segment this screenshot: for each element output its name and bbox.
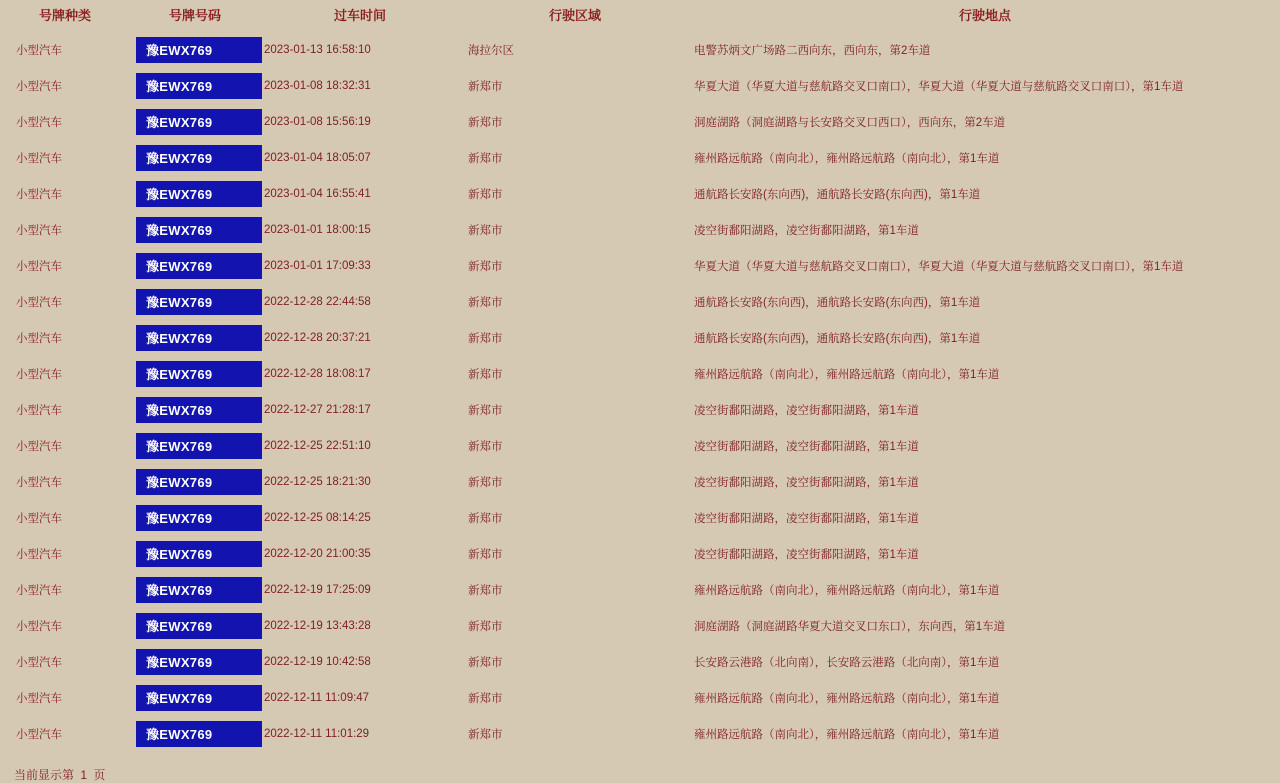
cell-location: 雍州路远航路（南向北），雍州路远航路（南向北），第1车道 [694,693,1000,705]
cell-plate-type: 小型汽车 [16,513,62,525]
cell-plate-type: 小型汽车 [16,189,62,201]
cell-plate-number [130,392,260,428]
table-row[interactable] [0,608,1280,644]
cell-pass-time: 2022-12-20 21:00:35 [264,548,371,560]
table-row[interactable] [0,284,1280,320]
cell-area: 新郑市 [468,729,503,741]
cell-plate-type: 小型汽车 [16,549,62,561]
cell-plate-number [130,320,260,356]
column-header-plate-number: 号牌号码 [168,8,221,23]
cell-area: 新郑市 [468,153,503,165]
cell-plate-type: 小型汽车 [16,333,62,345]
table-row[interactable] [0,428,1280,464]
cell-pass-time: 2022-12-11 11:01:29 [264,728,370,740]
table-row[interactable] [0,104,1280,140]
column-header-area: 行驶区域 [548,8,601,23]
cell-plate-type: 小型汽车 [16,657,62,669]
pagination-suffix-label: 页 [93,768,106,782]
cell-area: 新郑市 [468,81,503,93]
cell-location: 雍州路远航路（南向北），雍州路远航路（南向北），第1车道 [694,585,1000,597]
cell-area: 新郑市 [468,189,503,201]
plate-number-badge[interactable]: 豫EWX769 [136,325,262,351]
cell-location: 雍州路远航路（南向北），雍州路远航路（南向北），第1车道 [694,153,1000,165]
cell-pass-time: 2022-12-28 20:37:21 [264,332,371,344]
cell-area: 新郑市 [468,261,503,273]
plate-number-badge[interactable]: 豫EWX769 [136,181,262,207]
cell-plate-type: 小型汽车 [16,477,62,489]
table-row[interactable] [0,500,1280,536]
plate-number-badge[interactable]: 豫EWX769 [136,613,262,639]
column-header-location: 行驶地点 [958,8,1011,23]
plate-number-badge[interactable]: 豫EWX769 [136,289,262,315]
plate-number-badge[interactable]: 豫EWX769 [136,397,262,423]
table-row[interactable] [0,716,1280,752]
table-row[interactable] [0,392,1280,428]
cell-area: 新郑市 [468,621,503,633]
cell-area: 新郑市 [468,657,503,669]
cell-pass-time: 2023-01-04 16:55:41 [264,188,371,200]
cell-pass-time: 2023-01-13 16:58:10 [264,44,371,56]
cell-pass-time: 2022-12-25 08:14:25 [264,512,371,524]
table-row[interactable] [0,140,1280,176]
cell-area: 新郑市 [468,585,503,597]
cell-pass-time: 2022-12-25 22:51:10 [264,440,371,452]
cell-pass-time: 2022-12-27 21:28:17 [264,404,371,416]
table-row[interactable] [0,356,1280,392]
cell-area: 新郑市 [468,333,503,345]
pagination-prefix-label: 当前显示第 [14,768,75,782]
cell-location: 华夏大道（华夏大道与慈航路交叉口南口），华夏大道（华夏大道与慈航路交叉口南口），第1车道 [694,261,1184,273]
table-row[interactable] [0,176,1280,212]
plate-number-badge[interactable]: 豫EWX769 [136,649,262,675]
cell-area: 新郑市 [468,477,503,489]
cell-plate-number [130,140,260,176]
cell-plate-number [130,68,260,104]
cell-location: 电警苏炳文广场路二西向东，西向东，第2车道 [694,45,931,57]
table-header [0,0,1280,32]
cell-area: 海拉尔区 [468,45,514,57]
cell-plate-number [130,104,260,140]
cell-location: 凌空街鄱阳湖路，凌空街鄱阳湖路，第1车道 [694,513,919,525]
cell-plate-number [130,176,260,212]
table-header-row [0,0,1280,32]
plate-number-badge[interactable]: 豫EWX769 [136,73,262,99]
cell-pass-time: 2023-01-01 17:09:33 [264,260,371,272]
cell-plate-number [130,356,260,392]
table-row[interactable] [0,68,1280,104]
cell-plate-type: 小型汽车 [16,585,62,597]
cell-plate-type: 小型汽车 [16,693,62,705]
cell-location: 凌空街鄱阳湖路，凌空街鄱阳湖路，第1车道 [694,405,919,417]
cell-location: 凌空街鄱阳湖路，凌空街鄱阳湖路，第1车道 [694,549,919,561]
cell-pass-time: 2022-12-28 22:44:58 [264,296,371,308]
table-row[interactable] [0,572,1280,608]
plate-number-badge[interactable]: 豫EWX769 [136,541,262,567]
cell-plate-type: 小型汽车 [16,45,62,57]
cell-location: 洞庭湖路（洞庭湖路与长安路交叉口西口），西向东，第2车道 [694,117,1006,129]
cell-area: 新郑市 [468,369,503,381]
cell-plate-type: 小型汽车 [16,729,62,741]
cell-plate-number [130,716,260,752]
cell-pass-time: 2023-01-01 18:00:15 [264,224,371,236]
cell-area: 新郑市 [468,693,503,705]
table-row[interactable] [0,248,1280,284]
cell-location: 雍州路远航路（南向北），雍州路远航路（南向北），第1车道 [694,369,1000,381]
plate-number-badge[interactable]: 豫EWX769 [136,145,262,171]
cell-plate-number [130,284,260,320]
table-row[interactable] [0,464,1280,500]
plate-number-badge[interactable]: 豫EWX769 [136,469,262,495]
cell-location: 通航路长安路(东向西)，通航路长安路(东向西)，第1车道 [694,297,981,309]
plate-number-badge[interactable]: 豫EWX769 [136,577,262,603]
cell-area: 新郑市 [468,513,503,525]
cell-location: 凌空街鄱阳湖路，凌空街鄱阳湖路，第1车道 [694,477,919,489]
cell-plate-type: 小型汽车 [16,117,62,129]
cell-plate-type: 小型汽车 [16,261,62,273]
table-body [0,32,1280,752]
cell-plate-number [130,644,260,680]
plate-number-badge[interactable]: 豫EWX769 [136,109,262,135]
cell-location: 凌空街鄱阳湖路，凌空街鄱阳湖路，第1车道 [694,225,919,237]
cell-plate-number [130,248,260,284]
cell-plate-number [130,536,260,572]
cell-plate-type: 小型汽车 [16,369,62,381]
cell-plate-type: 小型汽车 [16,153,62,165]
cell-location: 长安路云港路（北向南），长安路云港路（北向南），第1车道 [694,657,1000,669]
cell-pass-time: 2022-12-19 13:43:28 [264,620,371,632]
cell-pass-time: 2023-01-08 15:56:19 [264,116,371,128]
table-row[interactable] [0,212,1280,248]
plate-number-badge[interactable]: 豫EWX769 [136,505,262,531]
cell-pass-time: 2022-12-19 10:42:58 [264,656,371,668]
cell-plate-number [130,32,260,68]
column-header-plate-type: 号牌种类 [38,8,91,23]
table-row[interactable] [0,32,1280,68]
cell-plate-number [130,680,260,716]
cell-area: 新郑市 [468,405,503,417]
cell-plate-number [130,500,260,536]
plate-number-badge[interactable]: 豫EWX769 [136,361,262,387]
cell-plate-type: 小型汽车 [16,621,62,633]
cell-pass-time: 2022-12-11 11:09:47 [264,692,370,704]
column-header-pass-time: 过车时间 [333,8,386,23]
plate-number-badge[interactable]: 豫EWX769 [136,37,262,63]
plate-number-badge[interactable]: 豫EWX769 [136,253,262,279]
cell-plate-type: 小型汽车 [16,405,62,417]
cell-plate-number [130,428,260,464]
plate-number-badge[interactable]: 豫EWX769 [136,685,262,711]
cell-plate-type: 小型汽车 [16,441,62,453]
cell-pass-time: 2022-12-19 17:25:09 [264,584,371,596]
table-row[interactable] [0,536,1280,572]
plate-number-badge[interactable]: 豫EWX769 [136,433,262,459]
cell-location: 通航路长安路(东向西)，通航路长安路(东向西)，第1车道 [694,189,981,201]
plate-number-badge[interactable]: 豫EWX769 [136,217,262,243]
cell-location: 洞庭湖路（洞庭湖路华夏大道交叉口东口），东向西，第1车道 [694,621,1006,633]
table-row[interactable] [0,320,1280,356]
cell-plate-type: 小型汽车 [16,225,62,237]
cell-area: 新郑市 [468,549,503,561]
cell-pass-time: 2023-01-08 18:32:31 [264,80,371,92]
cell-plate-type: 小型汽车 [16,81,62,93]
cell-plate-number [130,572,260,608]
pagination-footer [0,752,1280,783]
cell-location: 华夏大道（华夏大道与慈航路交叉口南口），华夏大道（华夏大道与慈航路交叉口南口），第1车道 [694,81,1184,93]
cell-area: 新郑市 [468,225,503,237]
cell-plate-number [130,464,260,500]
cell-pass-time: 2022-12-28 18:08:17 [264,368,371,380]
table-row[interactable] [0,680,1280,716]
cell-pass-time: 2022-12-25 18:21:30 [264,476,371,488]
cell-location: 雍州路远航路（南向北），雍州路远航路（南向北），第1车道 [694,729,1000,741]
cell-plate-number [130,608,260,644]
cell-area: 新郑市 [468,117,503,129]
cell-plate-type: 小型汽车 [16,297,62,309]
cell-location: 通航路长安路(东向西)，通航路长安路(东向西)，第1车道 [694,333,981,345]
cell-plate-number [130,212,260,248]
plate-number-badge[interactable]: 豫EWX769 [136,721,262,747]
cell-area: 新郑市 [468,441,503,453]
cell-location: 凌空街鄱阳湖路，凌空街鄱阳湖路，第1车道 [694,441,919,453]
pagination-page-number: 1 [80,768,88,782]
cell-pass-time: 2023-01-04 18:05:07 [264,152,371,164]
table-row[interactable] [0,644,1280,680]
cell-area: 新郑市 [468,297,503,309]
